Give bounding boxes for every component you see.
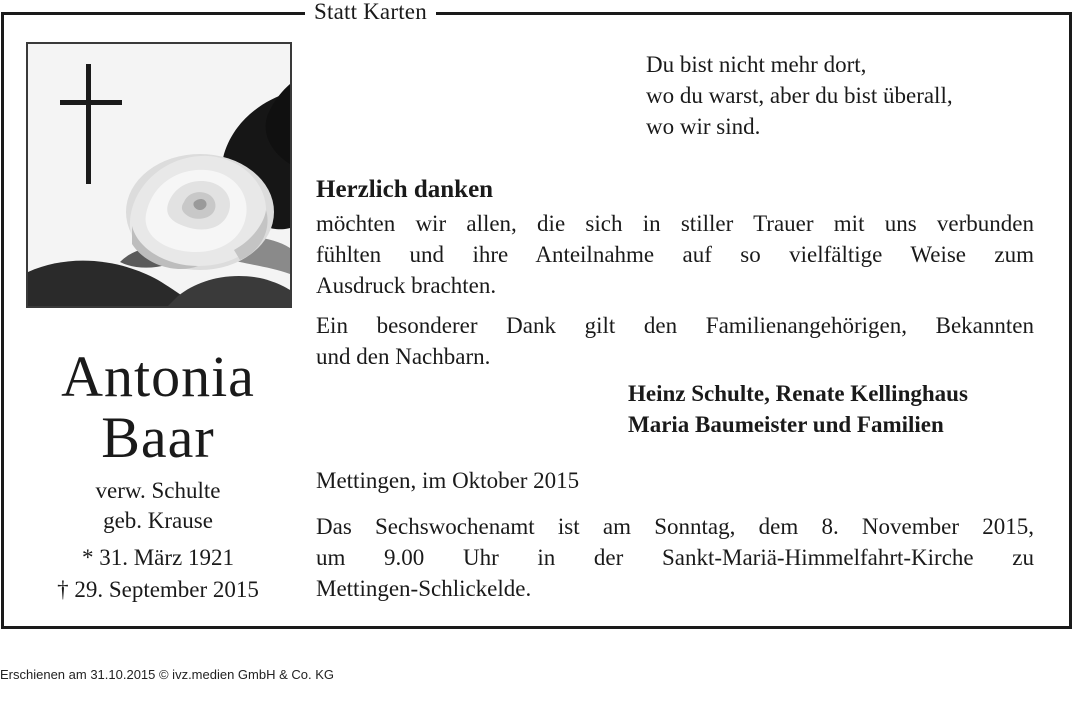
quote-line: wo wir sind. <box>646 114 761 139</box>
deceased-first-name: Antonia <box>61 344 255 409</box>
widowed-name: verw. Schulte <box>95 478 221 503</box>
birth-date: * 31. März 1921 <box>81 545 235 570</box>
cross-icon <box>86 64 91 184</box>
text-line: Mettingen-Schlickelde. <box>316 576 532 601</box>
death-date: † 29. September 2015 <box>57 577 259 602</box>
text-line: fühlten und ihre Anteilnahme auf so vielfältige Weise zum <box>316 242 1034 267</box>
text-line: möchten wir allen, die sich in stiller Trauer mit uns verbunden <box>316 211 1034 236</box>
service-announcement <box>316 511 1034 604</box>
text-line: um 9.00 Uhr in der Sankt-Mariä-Himmelfahrt-Kirche zu <box>316 545 1034 570</box>
thanks-heading: Herzlich danken <box>316 176 494 203</box>
text-line: Das Sechswochenamt ist am Sonntag, dem 8. November 2015, <box>316 514 1034 539</box>
signature-line: Heinz Schulte, Renate Kellinghaus <box>628 381 968 406</box>
place-date: Mettingen, im Oktober 2015 <box>316 468 580 493</box>
text-line: Ein besonderer Dank gilt den Familienangehörigen, Bekannten <box>316 313 1034 338</box>
quote-line: wo du warst, aber du bist überall, <box>646 83 953 108</box>
text-line: Ausdruck brachten. <box>316 273 497 298</box>
signature-line: Maria Baumeister und Familien <box>628 412 944 437</box>
birth-name: geb. Krause <box>103 508 213 533</box>
quote-line: Du bist nicht mehr dort, <box>646 52 867 77</box>
thanks-paragraph <box>316 208 1034 301</box>
deceased-last-name: Baar <box>101 405 215 470</box>
publication-footer: Erschienen am 31.10.2015 © ivz.medien GmbH & Co. KG <box>0 667 335 682</box>
cross-and-rose-image <box>26 42 292 308</box>
text-line: und den Nachbarn. <box>316 344 491 369</box>
memorial-quote <box>646 49 953 142</box>
special-thanks-paragraph <box>316 310 1034 372</box>
header-label: Statt Karten <box>305 0 436 24</box>
